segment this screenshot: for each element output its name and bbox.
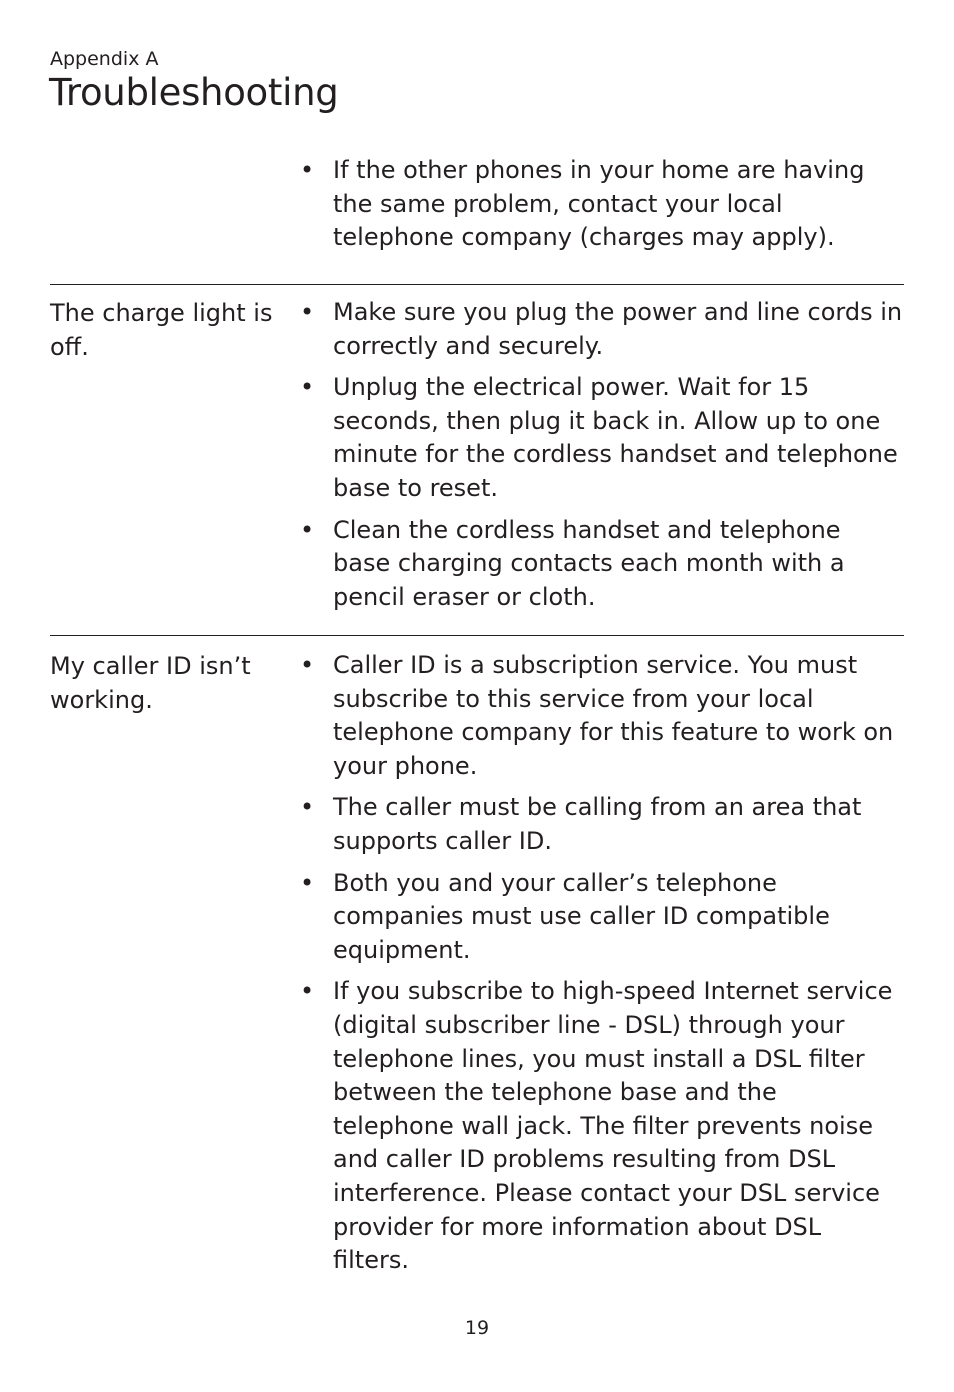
solution-item (300, 371, 904, 505)
solution-item (300, 791, 904, 858)
bullet-icon: • (300, 977, 315, 1006)
solution-item (300, 867, 904, 968)
bullet-icon: • (300, 793, 315, 822)
page-title: Troubleshooting (49, 71, 339, 114)
solution-list (300, 296, 904, 635)
solution-item (300, 514, 904, 615)
troubleshooting-table (50, 154, 904, 1278)
solution-item (300, 649, 904, 783)
page-number: 19 (464, 1317, 490, 1339)
bullet-icon: • (300, 298, 315, 326)
problem-cell (50, 154, 300, 284)
bullet-icon: • (300, 651, 315, 679)
solution-text: Make sure you plug the power and line cords in correctly and securely. (333, 298, 903, 360)
solution-text: Caller ID is a subscription service. You must subscribe to this service from your local telephone company for this feature to work on your phone. (333, 651, 894, 780)
bullet-icon: • (300, 373, 315, 402)
solution-text: Clean the cordless handset and telephone base charging contacts each month with a pencil eraser or cloth. (333, 515, 845, 611)
problem-cell: My caller ID isn’t working. (50, 652, 251, 714)
solution-text: If the other phones in your home are having the same problem, contact your local telephone company (charges may apply). (333, 156, 865, 252)
table-row (50, 154, 904, 284)
solution-text: The caller must be calling from an area that supports caller ID. (333, 793, 862, 855)
solution-list (300, 649, 904, 1278)
solution-item (300, 296, 904, 363)
bullet-icon: • (300, 868, 315, 897)
bullet-icon: • (300, 515, 315, 544)
table-row (50, 284, 904, 635)
bullet-icon: • (300, 156, 315, 184)
solution-text: If you subscribe to high-speed Internet service (digital subscriber line - DSL) through your telephone lines, you must install a DSL filter between the telephone base and the telephone wall jack. The filter prevents noise and caller ID problems resulting from DSL interference. Please contact your DSL service provider for more information about DSL filters. (333, 977, 893, 1275)
solution-text: Unplug the electrical power. Wait for 15 seconds, then plug it back in. Allow up to one minute for the cordless handset and telephone base to reset. (333, 373, 898, 502)
table-row (50, 635, 904, 1278)
solution-item (300, 975, 904, 1277)
solution-list (300, 154, 904, 284)
section-label: Appendix A (50, 48, 159, 70)
solution-item (300, 154, 904, 255)
problem-cell: The charge light is off. (50, 299, 273, 361)
solution-text: Both you and your caller’s telephone companies must use caller ID compatible equipment. (333, 868, 830, 964)
